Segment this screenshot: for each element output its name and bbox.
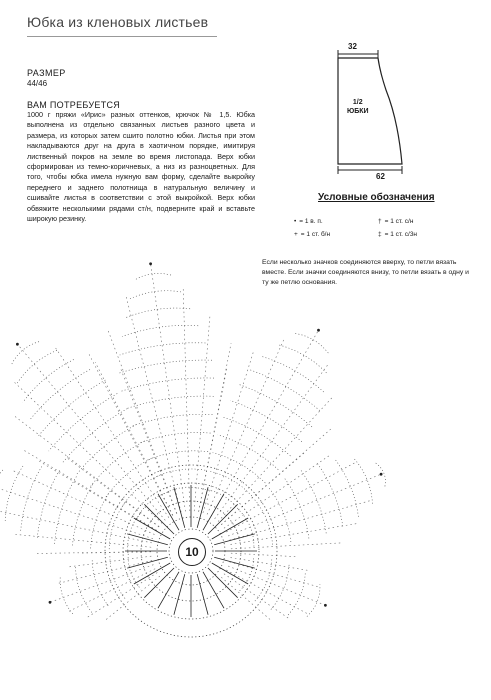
chart-row xyxy=(0,470,3,506)
chart-row xyxy=(76,567,93,613)
double-dagger-icon: ‡ xyxy=(378,231,382,238)
chart-stitch-line xyxy=(230,501,371,541)
chart-stitch-line xyxy=(215,364,329,519)
chart-stitch-line xyxy=(39,461,156,530)
chart-row xyxy=(17,350,57,384)
chart-row xyxy=(5,466,23,521)
chart-spoke xyxy=(208,504,238,534)
chart-row xyxy=(137,492,167,517)
chart-spoke xyxy=(197,487,208,528)
chart-stitch-line xyxy=(207,339,284,515)
joining-note: Если несколько значков соединяются вверху, то петли вязать вместе. Если значки соединяются внизу, то петли вязать в одну и ту же петлю основания. xyxy=(262,259,469,286)
chart-stitch-line xyxy=(95,362,173,515)
chart-stitch-line xyxy=(199,343,231,512)
chart-stitch-line xyxy=(228,474,381,536)
chart-stitch-line xyxy=(66,457,160,527)
chart-row xyxy=(239,511,254,547)
chart-row xyxy=(76,425,136,476)
chart-tip-stitch xyxy=(317,329,320,332)
chart-row xyxy=(271,564,289,609)
chart-stitch-line xyxy=(17,344,165,520)
chart-row xyxy=(38,380,106,437)
chart-row xyxy=(230,400,302,441)
chart-spoke xyxy=(203,494,224,530)
materials-heading: ВАМ ПОТРЕБУЕТСЯ xyxy=(27,100,121,110)
chart-spoke xyxy=(208,568,238,598)
chart-spoke xyxy=(174,574,185,615)
chart-row xyxy=(72,484,93,547)
chart-stitch-line xyxy=(13,470,155,534)
chart-stitch-line xyxy=(58,560,152,583)
chart-row xyxy=(301,470,327,534)
chart-stitch-line xyxy=(89,354,172,515)
chart-row xyxy=(109,503,124,550)
chart-row xyxy=(128,514,140,551)
chart-stitch-line xyxy=(15,417,159,527)
chart-stitch-line xyxy=(224,574,289,619)
chart-row xyxy=(317,463,343,526)
chart-row xyxy=(254,499,272,545)
chart-stitch-line xyxy=(50,565,153,603)
chart-spoke xyxy=(212,518,248,539)
chart-row xyxy=(129,291,181,299)
chart-stitch-line xyxy=(15,534,151,547)
chart-row xyxy=(118,360,212,373)
chart-stitch-line xyxy=(231,543,340,549)
chart-row xyxy=(49,394,118,452)
chart-stitch-line xyxy=(230,562,319,587)
chart-stitch-line xyxy=(13,381,162,523)
size-heading: РАЗМЕР xyxy=(27,68,66,78)
chart-row xyxy=(238,384,312,427)
chart-stitch-line xyxy=(230,558,308,571)
plus-icon: + xyxy=(294,231,298,238)
chart-spoke xyxy=(197,574,208,615)
chart-stitch-line xyxy=(226,570,307,614)
chart-stitch-line xyxy=(0,485,153,539)
chart-row xyxy=(120,343,206,355)
chart-row xyxy=(354,459,372,504)
chart-stitch-line xyxy=(228,566,325,605)
chart-row xyxy=(208,471,252,496)
chart-stitch-line xyxy=(203,351,254,512)
chart-row xyxy=(285,478,309,538)
legend-label: = 1 в. п. xyxy=(299,218,323,225)
chart-row xyxy=(140,433,211,444)
chart-stitch-line xyxy=(55,347,169,518)
chart-spoke xyxy=(127,557,168,568)
chart-spoke xyxy=(214,534,255,545)
chart-row xyxy=(125,308,190,318)
chart-stitch-line xyxy=(211,330,319,516)
chart-spoke xyxy=(214,557,255,568)
chart-spoke xyxy=(158,494,179,530)
chart-row xyxy=(307,584,320,616)
chart-spoke xyxy=(158,572,179,608)
chart-stitch-line xyxy=(221,577,271,620)
legend-label: = 1 ст. с/3н xyxy=(384,231,418,238)
chart-tip-stitch xyxy=(324,604,327,607)
chart-stitch-line xyxy=(224,456,329,529)
pattern-label-word: ЮБКИ xyxy=(347,108,369,115)
chart-stitch-line xyxy=(218,397,332,521)
chart-row xyxy=(213,453,266,483)
materials-text: 1000 г пряжи «Ирис» разных оттенков, крючок № 1,5. Юбка выполнена из отдельно связанных листьев разного цвета и размера, из которых затем сшито полотно юбки. Листья при этом накладываются друг на друга в хаотичном порядке, имитируя лиственный покров на земле во время листопада. Верх юбки сформирован из темно-коричневых, а низ из разноцветных. Для того, чтобы юбка имела нужную вам форму, сделайте выкройку переднего и заднего полотнища в натуральную величину и сшивайте листья в соответствии с этой выкройкой. Верх юбки обвяжите несколькими рядами ст/н, подверните край и вставьте широкую резинку. xyxy=(27,110,255,224)
legend-label: = 1 ст. б/н xyxy=(300,231,331,238)
chart-row xyxy=(23,360,74,403)
chart-spoke xyxy=(212,563,248,584)
chart-row xyxy=(60,578,74,615)
chart-row xyxy=(240,556,254,591)
pattern-bottom-width: 62 xyxy=(376,172,385,181)
chart-stitch-line xyxy=(226,463,355,532)
chart-spoke xyxy=(203,572,224,608)
dot-icon: • xyxy=(294,218,297,225)
legend-title: Условные обозначения xyxy=(318,192,435,203)
legend-label: = 1 ст. с/н xyxy=(384,218,414,225)
chart-row xyxy=(133,414,213,426)
chart-row xyxy=(91,441,145,487)
chart-tip-stitch xyxy=(149,262,152,265)
chart-row xyxy=(127,396,214,409)
chart-row xyxy=(55,477,77,545)
chart-row xyxy=(92,560,109,607)
pattern-top-width: 32 xyxy=(348,42,357,51)
chart-row xyxy=(11,342,39,365)
chart-spoke xyxy=(134,563,170,584)
chart-row xyxy=(21,467,42,532)
chart-row xyxy=(37,470,59,539)
dagger-icon: † xyxy=(378,218,382,225)
chart-tip-stitch xyxy=(49,601,52,604)
chart-row xyxy=(218,435,279,470)
chart-row xyxy=(335,459,358,517)
chart-row xyxy=(30,370,90,421)
chart-stitch-line xyxy=(22,449,157,530)
chart-stitch-line xyxy=(194,314,210,511)
chart-stitch-line xyxy=(151,264,186,512)
chart-stitch-line xyxy=(230,524,356,545)
chart-row xyxy=(110,556,126,599)
chart-row xyxy=(121,378,214,391)
chart-stitch-line xyxy=(0,511,152,543)
chart-spoke xyxy=(144,568,174,598)
chart-row xyxy=(294,333,329,353)
chart-tip-stitch xyxy=(16,343,19,346)
chart-row xyxy=(269,488,291,542)
chart-row xyxy=(91,493,109,549)
chart-spoke xyxy=(144,504,174,534)
page-title: Юбка из кленовых листьев xyxy=(27,14,209,30)
chart-stitch-line xyxy=(34,552,151,554)
chart-row xyxy=(248,369,320,410)
size-value: 44/46 xyxy=(27,79,48,88)
chart-row xyxy=(122,325,198,336)
chart-stitch-line xyxy=(221,429,331,525)
chart-row xyxy=(278,345,327,373)
chart-stitch-line xyxy=(221,453,304,525)
chart-row xyxy=(122,475,161,508)
chart-stitch-line xyxy=(199,368,227,511)
chart-number: 10 xyxy=(178,538,206,566)
chart-stitch-line xyxy=(106,576,160,620)
chart-tip-stitch xyxy=(380,473,383,476)
chart-stitch-line xyxy=(183,287,190,511)
chart-row xyxy=(224,417,291,456)
chart-stitch-line xyxy=(107,328,177,513)
pattern-label-fraction: 1/2 xyxy=(352,99,363,106)
